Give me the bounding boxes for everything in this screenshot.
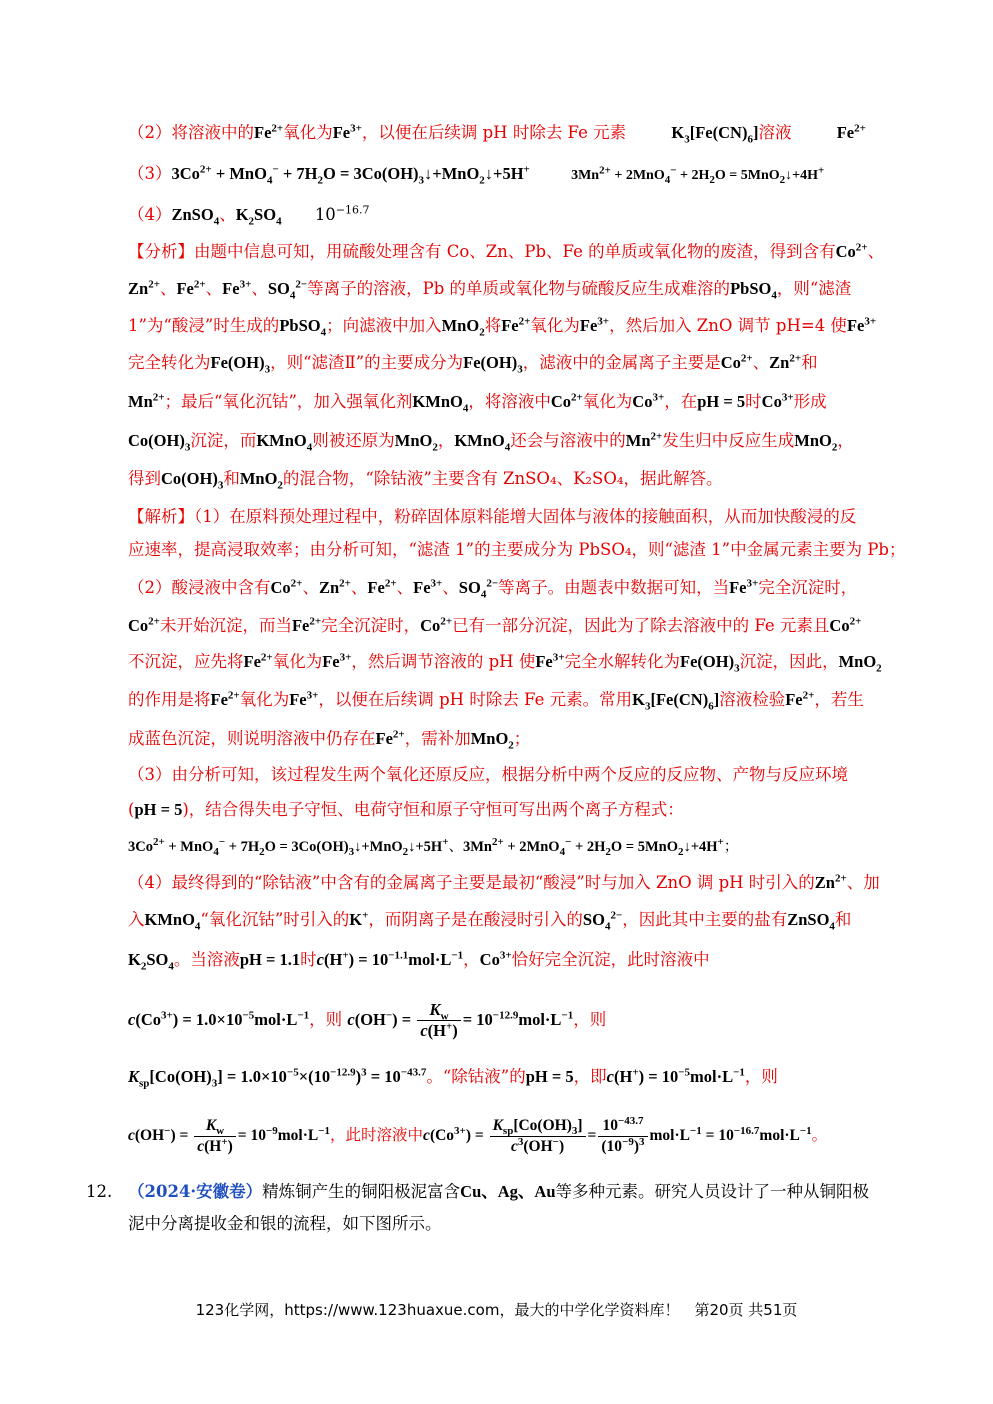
text: （2）酸浸液中含有 bbox=[128, 578, 271, 597]
text: 的混合物，“除钴液”主要含有 ZnSO₄、K₂SO₄，据此解答。 bbox=[282, 469, 723, 488]
text: 溶液检验 bbox=[719, 690, 786, 709]
fraction: $\frac{K_{sp}[Co(OH)_3]}{c^3(OH^-)}$ bbox=[490, 1116, 586, 1157]
question-line-2 bbox=[128, 1212, 905, 1236]
page-footer: 123化学网，https://www.123huaxue.com，最大的中学化学资料库！ 第20页 共51页 bbox=[195, 1301, 798, 1319]
analysis-line-3: 1”为“酸浸”时生成的PbSO$_4$；向滤液中加入MnO$_2$将$Fe^{2+}$氧化为$Fe^{3+}$，然后加入 ZnO 调节 pH=4 使$Fe^{3+}$ bbox=[128, 315, 877, 339]
text: 精炼铜产生的铜阳极泥富含 bbox=[262, 1182, 461, 1201]
text: 。当溶液 bbox=[173, 950, 240, 969]
text: 时 bbox=[300, 950, 317, 969]
analysis-line-4: 完全转化为$Fe(OH)_3$，则“滤渣Ⅱ”的主要成分为$Fe(OH)_3$，滤液中的金属离子主要是$Co^{2+}$、$Zn^{2+}$和 bbox=[128, 352, 818, 376]
analysis-line-1: 【分析】由题中信息可知，用硫酸处理含有 Co、Zn、Pb、Fe 的单质或氧化物的废渣，得到含有$Co^{2+}$、 bbox=[128, 241, 885, 261]
text: 成蓝色沉淀，则说明溶液中仍存在 bbox=[128, 729, 376, 748]
text: ，则 bbox=[744, 1067, 778, 1086]
text: （3） bbox=[128, 164, 172, 183]
answer-line-2: （2）将溶液中的$Fe^{2+}$氧化为$Fe^{3+}$，以便在后续调 pH 时除去 Fe 元素 $K_3[Fe(CN)_6]$溶液 $Fe^{2+}$ bbox=[128, 122, 866, 146]
text: ，以便在后续调 pH 时除去 Fe 元素。常用 bbox=[318, 690, 633, 709]
text: 未开始沉淀，而当 bbox=[159, 616, 292, 635]
text: ，然后加入 ZnO 调节 pH=4 使 bbox=[609, 316, 847, 335]
text: 【解析】（1）在原料预处理过程中，粉碎固体原料能增大固体与液体的接触面积，从而加快酸浸的反 bbox=[128, 507, 857, 526]
text: 完全水解转化为 bbox=[564, 652, 681, 671]
text: ，则“滤渣Ⅱ”的主要成分为 bbox=[270, 353, 464, 372]
text: ，滤液中的金属离子主要是 bbox=[522, 353, 721, 372]
equations-line: $3Co^{2+} + MnO_4^- + 7H_2O$ = $3Co(OH)_3↓+MnO_2↓+5H^+$、$3Mn^{2+} + 2MnO_4^- + 2H_2O$ = 5MnO$_2$↓+4H+； bbox=[128, 836, 739, 858]
text: ，则“滤渣 bbox=[776, 279, 852, 298]
explanation-line-11: 入KMnO$_4$“氧化沉钴”时引入的K+，而阴离子是在酸浸时引入的$SO_4^{2-}$，因此其中主要的盐有ZnSO$_4$和 bbox=[128, 909, 852, 933]
text: 1”为“酸浸”时生成的 bbox=[128, 316, 280, 335]
fraction: $\frac{10^{-43.7}}{(10^{-9})^3}$ bbox=[598, 1116, 647, 1157]
text: 【分析】由题中信息可知，用硫酸处理含有 Co、Zn、Pb、Fe 的单质或氧化物的废渣，得到含有 bbox=[128, 242, 836, 261]
fraction: $\frac{K_w}{c(H^+)}$ bbox=[417, 1000, 460, 1041]
text: ，在 bbox=[664, 392, 698, 411]
text: 还会与溶液中的 bbox=[510, 431, 626, 450]
text: ，则 bbox=[309, 1010, 343, 1029]
explanation-line-10: （4）最终得到的“除钴液”中含有的金属离子主要是最初“酸浸”时与加入 ZnO 调 pH 时引入的$Zn^{2+}$、加 bbox=[128, 872, 880, 892]
explanation-line-12: $K_2SO_4$。当溶液pH = 1.1时$c(H^+) = 10^{-1.1}mol\cdot L^{-1}$，$Co^{3+}$恰好完全沉淀，此时溶液中 bbox=[128, 949, 710, 973]
text: （4） bbox=[128, 205, 172, 224]
text: ，需补加 bbox=[404, 729, 471, 748]
text: ， bbox=[463, 950, 480, 969]
text: 沉淀，因此， bbox=[739, 652, 839, 671]
text: 应速率，提高浸取效率；由分析可知，“滤渣 1”的主要成分为 PbSO₄，则“滤渣 1”中金属元素主要为 Pb； bbox=[128, 540, 906, 559]
text: ，若生 bbox=[814, 690, 864, 709]
text: 和 bbox=[834, 910, 852, 929]
text: 、 bbox=[442, 578, 459, 597]
text: （4）最终得到的“除钴液”中含有的金属离子主要是最初“酸浸”时与加入 ZnO 调 pH 时引入的 bbox=[128, 873, 815, 892]
fraction: $\frac{K_w}{c(H^+)}$ bbox=[194, 1116, 236, 1157]
explanation-line-8 bbox=[128, 763, 905, 787]
text: 氧化为 bbox=[272, 652, 323, 671]
text: 不沉淀，应先将 bbox=[128, 652, 244, 671]
text: 溶液 bbox=[758, 123, 792, 142]
text: ；向滤液中加入 bbox=[326, 316, 442, 335]
explanation-line-7: 成蓝色沉淀，则说明溶液中仍存在$Fe^{2+}$，需补加MnO$_2$； bbox=[128, 728, 531, 752]
explanation-line-6: 的作用是将$Fe^{2+}$氧化为$Fe^{3+}$，以便在后续调 pH 时除去 Fe 元素。常用$K_3[Fe(CN)_6]$溶液检验$Fe^{2+}$，若生 bbox=[128, 689, 864, 713]
text: 泥中分离提收金和银的流程，如下图所示。 bbox=[128, 1214, 442, 1233]
text: 入 bbox=[128, 910, 145, 929]
question-source: （2024·安徽卷） bbox=[128, 1182, 263, 1201]
explanation-line-5: 不沉淀，应先将$Fe^{2+}$氧化为$Fe^{3+}$，然后调节溶液的 pH 使$Fe^{3+}$完全水解转化为$Fe(OH)_3$沉淀，因此，MnO$_2$ bbox=[128, 651, 882, 675]
text: （3）由分析可知，该过程发生两个氧化还原反应，根据分析中两个反应的反应物、产物与反应环境 bbox=[128, 765, 848, 784]
text: ，将溶液中 bbox=[468, 392, 551, 411]
text: 等多种元素。研究人员设计了一种从铜阳极 bbox=[555, 1182, 870, 1201]
explanation-line-2 bbox=[128, 538, 905, 562]
text: ，因此其中主要的盐有 bbox=[622, 910, 788, 929]
text: 等离子。由题表中数据可知，当 bbox=[498, 578, 730, 597]
text: 恰好完全沉淀，此时溶液中 bbox=[511, 950, 710, 969]
text: ； bbox=[723, 839, 739, 855]
text: ，此时溶液中 bbox=[330, 1126, 424, 1144]
formula-line-1: $c(Co^{3+}) = 1.0\times 10^{-5}mol\cdot L^{-1}$，则 c(OH−) = $\frac{K_w}{c(H^+)}$ = $10^{-12.9}mol\cdot L^{-1}$，则 bbox=[128, 1000, 607, 1040]
answer-line-4: （4）ZnSO$_4$、$K_2SO_4$ $10^{-16.7}$ bbox=[128, 203, 370, 228]
text: )，结合得失电子守恒、电荷守恒和原子守恒可写出两个离子方程式： bbox=[182, 800, 684, 819]
text: 氧化为 bbox=[239, 690, 290, 709]
text: 完全沉淀时， bbox=[758, 578, 858, 597]
text: 形成 bbox=[793, 392, 827, 411]
question-number: 12. bbox=[86, 1182, 113, 1201]
text: 、 bbox=[205, 279, 223, 298]
text: 、加 bbox=[846, 873, 880, 892]
text: ，即 bbox=[573, 1067, 607, 1086]
text: ，则 bbox=[573, 1010, 607, 1029]
text: ( bbox=[128, 800, 135, 819]
analysis-line-5: $Mn^{2+}$；最后“氧化沉钴”，加入强氧化剂KMnO$_4$，将溶液中$Co^{2+}$氧化为$Co^{3+}$，在pH = 5时$Co^{3+}$形成 bbox=[128, 391, 827, 415]
analysis-line-6: $Co(OH)_3$沉淀，而KMnO$_4$则被还原为MnO$_2$，KMnO$_4$还会与溶液中的$Mn^{2+}$发生归中反应生成MnO$_2$， bbox=[128, 430, 854, 454]
text: 、 bbox=[867, 242, 885, 261]
text: 、 bbox=[350, 578, 368, 597]
formula-line-3: c(OH−) = $\frac{K_w}{c(H^+)}$ = $10^{-9}mol\cdot L^{-1}$，此时溶液中$c(Co^{3+})$ = $\frac{K_{sp}[Co(OH)_3]}{c^3(OH^-)}$ = $\frac{10^{-43.7}}{(10^{-9})^3}$ $mol\cdot L^{-1} = 10^{-16.7}mol\cdot L^{-1}$。 bbox=[128, 1114, 828, 1155]
text: 、 bbox=[219, 205, 236, 224]
text: 时 bbox=[745, 392, 762, 411]
text: ，而阴离子是在酸浸时引入的 bbox=[368, 910, 583, 929]
text: 将 bbox=[484, 316, 502, 335]
text: 、 bbox=[752, 353, 770, 372]
explanation-line-9: (pH = 5)，结合得失电子守恒、电荷守恒和原子守恒可写出两个离子方程式： bbox=[128, 800, 684, 819]
text: 。“除钴液”的 bbox=[426, 1067, 526, 1086]
text: ，然后调节溶液的 pH 使 bbox=[351, 652, 536, 671]
text: 沉淀，而 bbox=[190, 431, 257, 450]
text: ，以便在后续调 pH 时除去 Fe 元素 bbox=[361, 123, 627, 142]
text: 氧化为 bbox=[582, 392, 633, 411]
question-line-1 bbox=[128, 1180, 905, 1204]
explanation-line-1 bbox=[128, 505, 905, 529]
text: 完全转化为 bbox=[128, 353, 211, 372]
text: 已有一部分沉淀，因此为了除去溶液中的 Fe 元素且 bbox=[452, 616, 830, 635]
text: 发生归中反应生成 bbox=[662, 431, 795, 450]
text: （2）将溶液中的 bbox=[128, 123, 254, 142]
explanation-line-4: $Co^{2+}$未开始沉淀，而当$Fe^{2+}$完全沉淀时，$Co^{2+}$已有一部分沉淀，因此为了除去溶液中的 Fe 元素且$Co^{2+}$ bbox=[128, 615, 862, 635]
text: 则被还原为 bbox=[312, 431, 395, 450]
text: 和 bbox=[223, 469, 240, 488]
explanation-line-3: （2）酸浸液中含有$Co^{2+}$、$Zn^{2+}$、$Fe^{2+}$、$Fe^{3+}$、$SO_4^{2-}$等离子。由题表中数据可知，当$Fe^{3+}$完全沉淀时， bbox=[128, 577, 858, 601]
analysis-line-7: 得到$Co(OH)_3$和MnO$_2$的混合物，“除钴液”主要含有 ZnSO₄、K₂SO₄，据此解答。 bbox=[128, 469, 723, 492]
text: 等离子的溶液，Pb 的单质或氧化物与硫酸反应生成难溶的 bbox=[307, 279, 731, 298]
text: 、 bbox=[302, 578, 319, 597]
text: 、 bbox=[159, 279, 177, 298]
formula-line-2: $K_{sp}[Co(OH)_3] = 1.0\times 10^{-5}\times(10^{-12.9})^3 = 10^{-43.7}$。“除钴液”的pH = 5，即$c(H^+) = 10^{-5}mol\cdot L^{-1}$，则 bbox=[128, 1066, 778, 1090]
text: 完全沉淀时， bbox=[321, 616, 421, 635]
text: 氧化为 bbox=[283, 123, 333, 142]
elements: Cu、Ag、Au bbox=[460, 1182, 556, 1201]
analysis-line-2: $Zn^{2+}$、$Fe^{2+}$、$Fe^{3+}$、$SO_4^{2-}$等离子的溶液，Pb 的单质或氧化物与硫酸反应生成难溶的PbSO$_4$，则“滤渣 bbox=[128, 278, 852, 302]
text: 的作用是将 bbox=[128, 690, 211, 709]
text: ， bbox=[437, 431, 455, 450]
text: 得到 bbox=[128, 469, 161, 488]
text: 和 bbox=[801, 353, 818, 372]
text: 、 bbox=[396, 578, 414, 597]
text: “氧化沉钴”时引入的 bbox=[200, 910, 350, 929]
text: ；最后“氧化沉钴”，加入强氧化剂 bbox=[164, 392, 413, 411]
text: ； bbox=[513, 729, 531, 748]
text: 、 bbox=[448, 839, 463, 855]
text: 氧化为 bbox=[530, 316, 580, 335]
answer-line-3: $(3)3Co^{2+} + MnO_4^- + 7H_2O$ = $3Co(OH)_3↓+MnO_2↓+5H^+$ $3Mn^{2+} + 2MnO_4^- + 2H_2O$ = 5MnO$_2$↓+4H+ bbox=[128, 163, 825, 187]
text: 、 bbox=[251, 279, 268, 298]
